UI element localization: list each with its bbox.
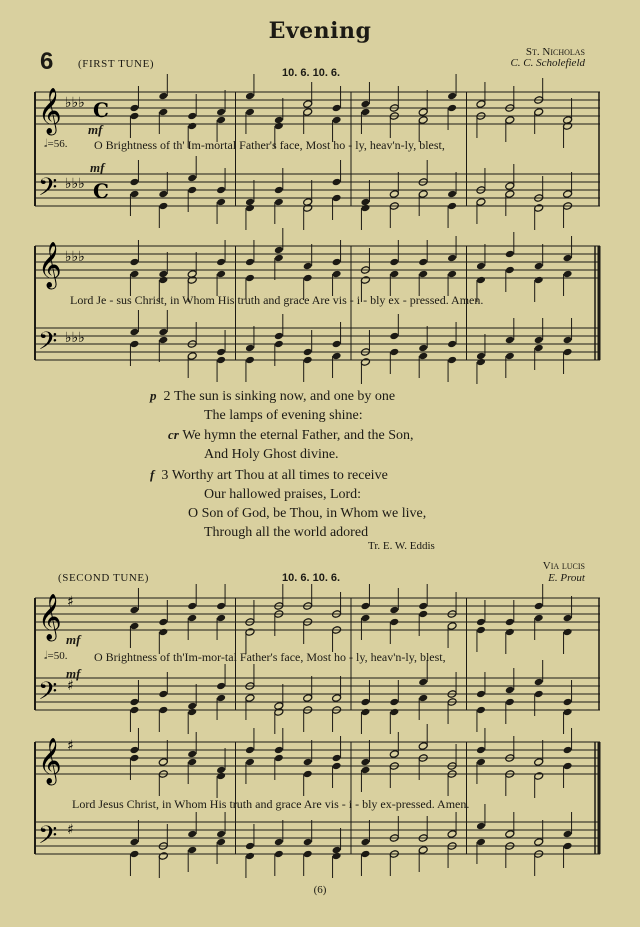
note-head [563,254,573,263]
note-head [505,190,515,199]
note-head [476,100,486,109]
note-head [447,254,457,263]
note-head [216,270,226,279]
note-head [563,628,573,637]
note-head [360,766,370,775]
note-head [389,708,399,717]
note-head [129,606,139,615]
note-head [534,602,544,611]
note-head [360,698,370,707]
verse-line: O Son of God, be Thou, in Whom we live, [188,506,427,521]
note-head [360,602,370,611]
note-head [303,770,313,779]
second-tune-meter: 10. 6. 10. 6. [282,572,341,584]
note-head [505,686,515,695]
treble-clef-icon: 𝄞 [38,88,62,134]
note-head [303,348,313,357]
note-head [245,694,255,703]
first-tune-name: St. Nicholas [525,46,585,58]
note-head [418,352,428,361]
note-head [216,198,226,207]
note-head [158,328,168,337]
note-head [158,92,168,101]
note-head [216,258,226,267]
note-head [534,344,544,353]
note-head [360,614,370,623]
note-head [158,618,168,627]
note-head [129,178,139,187]
verse-dynamic: f [150,467,155,482]
note-head [303,694,313,703]
note-head [389,348,399,357]
note-head [360,358,370,367]
note-head [534,336,544,345]
note-head [332,694,342,703]
note-head [129,104,139,113]
note-head [418,678,428,687]
note-head [476,706,486,715]
note-head [158,190,168,199]
verse-line: The sun is sinking now, and one by one [174,389,396,404]
note-head [476,822,486,831]
first-tune-label: (FIRST TUNE) [78,58,155,70]
note-head [534,276,544,285]
note-head [360,708,370,717]
svg-text:𝄢: 𝄢 [38,821,58,856]
note-head [274,254,284,263]
note-head [360,108,370,117]
note-head [563,270,573,279]
svg-text:♭♭♭: ♭♭♭ [65,249,85,265]
note-head [129,258,139,267]
note-head [447,190,457,199]
note-head [332,116,342,125]
note-head [447,622,457,631]
note-head [187,758,197,767]
verse-line: And Holy Ghost divine. [204,447,339,462]
note-head [245,842,255,851]
note-head [476,198,486,207]
note-head [534,614,544,623]
note-head [216,838,226,847]
note-head [476,746,486,755]
note-head [360,204,370,213]
note-head [418,108,428,117]
note-head [505,830,515,839]
note-head [418,610,428,619]
note-head [389,618,399,627]
note-head [418,116,428,125]
note-head [534,758,544,767]
note-head [534,108,544,117]
note-head [274,198,284,207]
verse-line: Our hallowed praises, Lord: [204,487,362,502]
note-head [216,682,226,691]
second-tune-dynamic: mf [66,632,81,647]
note-head [476,690,486,699]
note-head [447,202,457,211]
note-head [418,344,428,353]
page-number: (6) [313,884,327,896]
note-head [129,838,139,847]
note-head [274,332,284,341]
note-head [129,698,139,707]
note-head [563,190,573,199]
note-head [216,108,226,117]
note-head [332,194,342,203]
note-head [245,852,255,861]
note-head [303,758,313,767]
note-head [187,112,197,121]
time-signature-icon: C [93,98,109,122]
note-head [534,262,544,271]
svg-text:♭♭♭: ♭♭♭ [65,176,85,192]
second-tune-name: Via lucis [542,560,585,572]
verse-line: Through all the world adored [204,525,369,540]
note-head [563,842,573,851]
first-tune-lyrics-1: O Brightness of th' Im-mortal Father's face, Most ho - ly, heav'n-ly, blest, [94,138,445,152]
note-head [563,830,573,839]
note-head [303,108,313,117]
note-head [274,754,284,763]
svg-text:♯: ♯ [67,678,74,694]
note-head [158,276,168,285]
second-tune-lyrics-1: O Brightness of th'Im-mor-tal Father's face, Most ho - ly, heav'n-ly, blest, [94,650,446,664]
note-head [447,830,457,839]
second-tune-label: (SECOND TUNE) [58,572,150,584]
note-head [129,746,139,755]
note-head [476,358,486,367]
svg-text:♯: ♯ [67,738,74,754]
note-head [187,186,197,195]
note-head [332,352,342,361]
note-head [129,112,139,121]
note-head [129,328,139,337]
note-head [332,178,342,187]
note-head [418,742,428,751]
second-tune-tempo: 𝅗𝅥=50. [44,650,68,662]
note-head [389,750,399,759]
note-head [187,830,197,839]
note-head [447,270,457,279]
note-head [129,850,139,859]
hymn-number: 6 [40,48,54,75]
note-head [187,122,197,131]
note-head [447,340,457,349]
note-head [360,850,370,859]
note-head [303,850,313,859]
note-head [447,104,457,113]
note-head [216,348,226,357]
bass-staff [35,174,600,206]
note-head [245,628,255,637]
sharp-key-icon: ♯ [67,594,74,610]
note-head [245,746,255,755]
hymn-title: Evening [268,18,372,44]
svg-text:C: C [93,179,109,203]
second-tune-dynamic-bass: mf [66,666,81,681]
note-head [563,746,573,755]
note-head [505,250,515,259]
note-head [303,274,313,283]
note-head [274,246,284,255]
note-head [476,626,486,635]
note-head [563,762,573,771]
note-head [505,116,515,125]
note-head [129,340,139,349]
note-head [158,706,168,715]
note-head [476,758,486,767]
note-head [389,606,399,615]
svg-text:𝄢: 𝄢 [38,677,58,712]
note-head [245,258,255,267]
note-head [274,838,284,847]
note-head [505,618,515,627]
svg-text:♭♭♭: ♭♭♭ [65,330,85,346]
note-head [360,758,370,767]
note-head [534,204,544,213]
note-head [447,92,457,101]
note-head [158,758,168,767]
note-head [389,258,399,267]
note-head [274,850,284,859]
note-head [245,92,255,101]
note-head [418,602,428,611]
note-head [418,846,428,855]
note-head [187,750,197,759]
note-head [187,602,197,611]
note-head [505,698,515,707]
note-head [187,846,197,855]
verse-2 [150,386,414,464]
note-head [129,270,139,279]
note-head [332,340,342,349]
note-head [216,830,226,839]
first-tune-lyrics-2: Lord Je - sus Christ, in Whom His truth and grace Are vis - i - bly ex - pressed. Amen. [70,293,484,307]
note-head [216,694,226,703]
note-head [187,174,197,183]
note-head [158,336,168,345]
note-head [360,838,370,847]
note-head [216,614,226,623]
note-head [563,698,573,707]
note-head [332,754,342,763]
note-head [216,116,226,125]
verse-number: 3 [161,468,169,483]
note-head [216,356,226,365]
note-head [476,276,486,285]
note-head [187,708,197,717]
note-head [129,706,139,715]
note-head [505,266,515,275]
note-head [332,104,342,113]
verse-3 [150,465,426,542]
note-head [245,758,255,767]
key-signature-icon: ♭♭♭ [65,95,85,111]
svg-text:𝄢: 𝄢 [38,327,58,362]
verse-line: Worthy art Thou at all times to receive [171,468,388,483]
note-head [332,852,342,861]
first-tune-meter: 10. 6. 10. 6. [282,67,341,79]
note-head [158,202,168,211]
note-head [129,190,139,199]
note-head [332,762,342,771]
note-head [216,772,226,781]
note-head [332,270,342,279]
note-head [158,690,168,699]
note-head [158,852,168,861]
note-head [505,336,515,345]
note-head [187,352,197,361]
note-head [274,746,284,755]
note-head [476,618,486,627]
note-head [505,352,515,361]
note-head [563,336,573,345]
note-head [418,190,428,199]
note-head [389,270,399,279]
note-head [245,344,255,353]
svg-text:♯: ♯ [67,822,74,838]
svg-text:𝄞: 𝄞 [38,738,62,784]
note-head [563,348,573,357]
note-head [418,694,428,703]
note-head [187,614,197,623]
note-head [245,356,255,365]
svg-text:𝄞: 𝄞 [38,594,62,640]
note-head [389,332,399,341]
verse-dynamic: p [150,388,157,403]
verse-dynamic: cr [168,427,179,442]
note-head [129,754,139,763]
note-head [476,838,486,847]
note-head [389,190,399,199]
note-head [274,122,284,131]
verse-line: We hymn the eternal Father, and the Son, [182,428,414,443]
note-head [418,270,428,279]
note-head [332,258,342,267]
second-tune-composer: E. Prout [548,572,585,584]
note-head [274,186,284,195]
treble-staff [35,92,600,124]
note-head [216,186,226,195]
first-tune-dynamic: mf [88,122,103,137]
note-head [303,356,313,365]
note-head [216,602,226,611]
note-head [245,108,255,117]
translator-credit: Tr. E. W. Eddis [368,540,435,552]
note-head [274,340,284,349]
note-head [360,276,370,285]
verse-number: 2 [163,389,171,404]
note-head [447,356,457,365]
svg-text:𝄞: 𝄞 [38,242,62,288]
note-head [158,628,168,637]
note-head [563,614,573,623]
note-head [505,628,515,637]
note-head [129,622,139,631]
verse-line: The lamps of evening shine: [204,408,363,423]
note-head [303,100,313,109]
note-head [534,838,544,847]
note-head [303,262,313,271]
note-head [534,690,544,699]
first-tune-dynamic-bass: mf [90,160,105,175]
note-head [418,258,428,267]
note-head [389,698,399,707]
note-head [245,204,255,213]
bass-clef-icon: 𝄢 [38,173,58,208]
note-head [476,262,486,271]
second-tune-lyrics-2: Lord Jesus Christ, in Whom His truth and grace Are vis - i - bly ex-pressed. Amen. [72,797,470,811]
note-head [245,274,255,283]
note-head [360,100,370,109]
note-head [534,678,544,687]
first-tune-tempo: 𝅗𝅥=56. [44,138,68,150]
note-head [534,772,544,781]
first-tune-composer: C. C. Scholefield [510,57,585,69]
note-head [158,108,168,117]
note-head [563,708,573,717]
note-head [303,838,313,847]
note-head [505,182,515,191]
